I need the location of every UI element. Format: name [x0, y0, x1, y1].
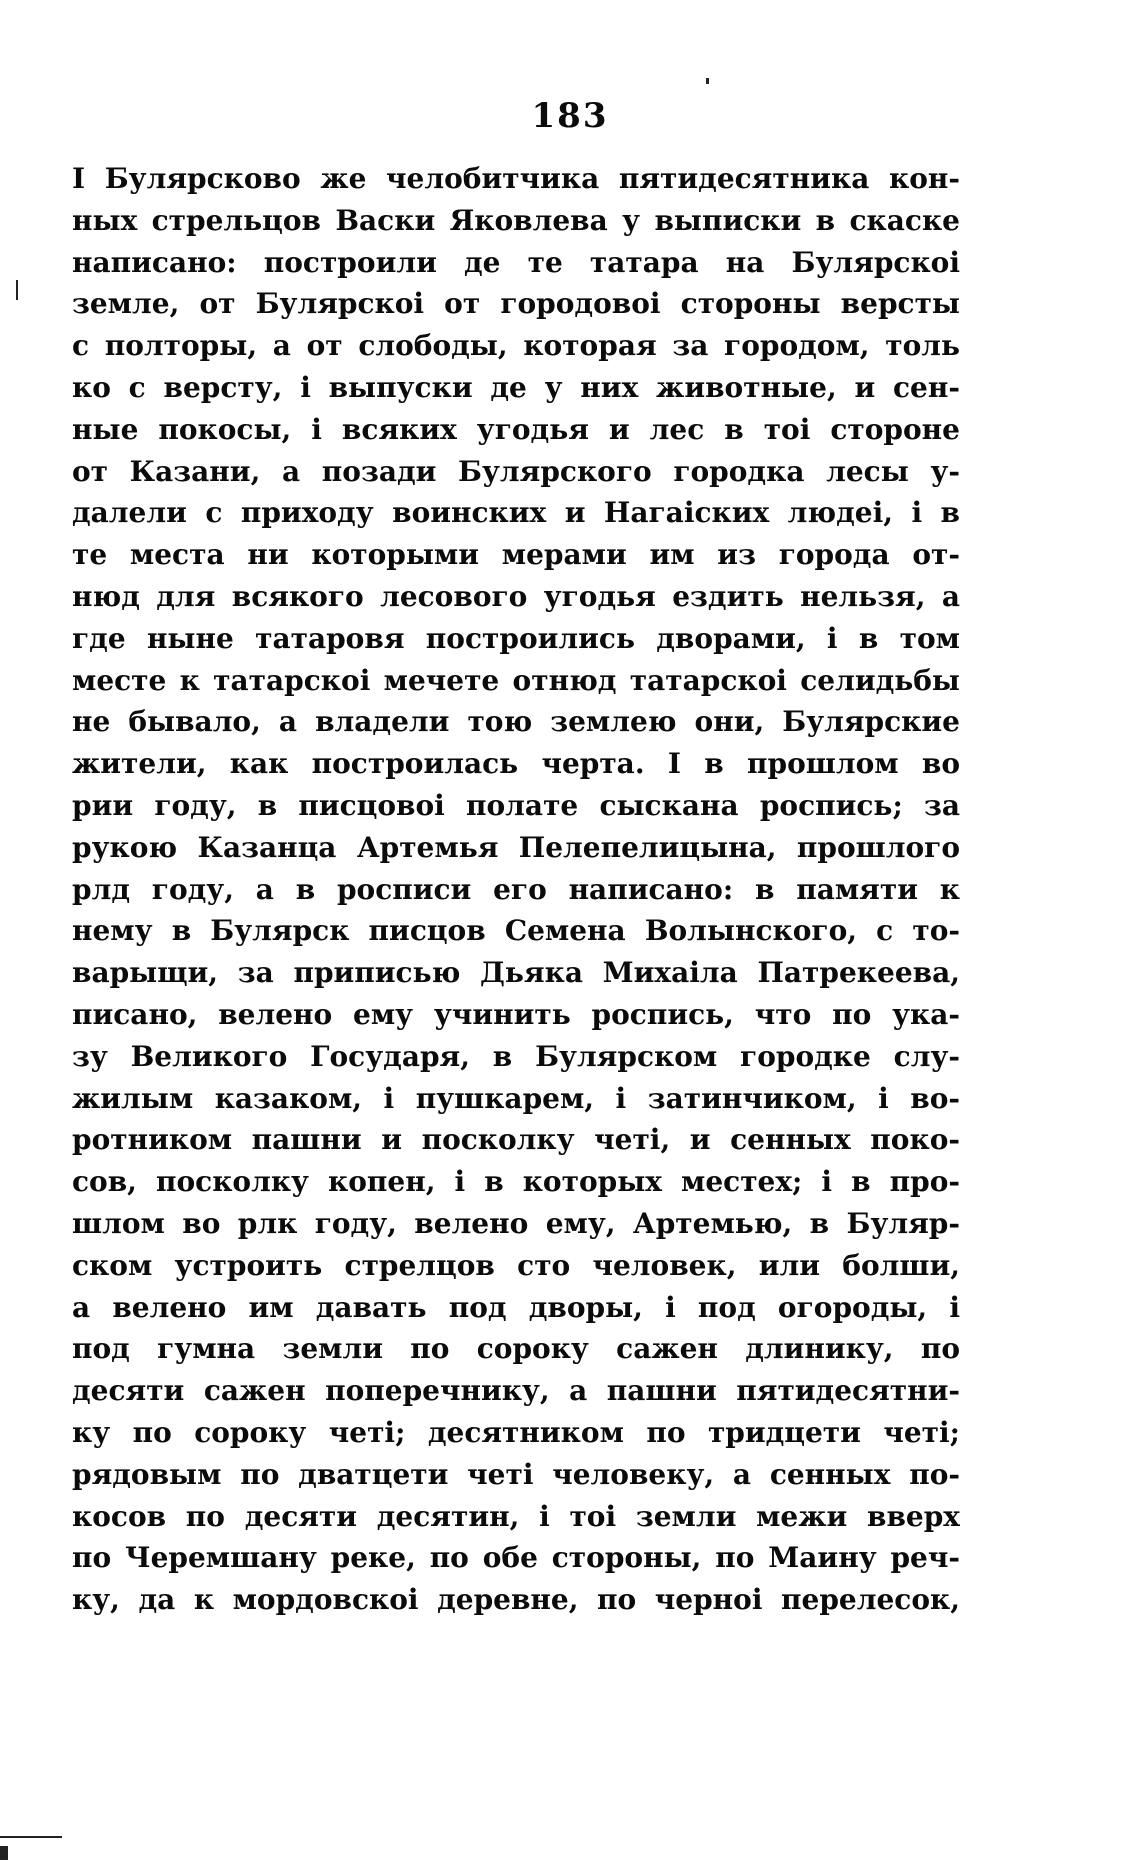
text-line: рядовым по дватцети четi человеку, а сенных по- [72, 1457, 960, 1491]
scan-corner-mark [0, 1846, 8, 1860]
text-line: с полторы, а от слободы, которая за городом, толь [72, 329, 960, 363]
text-line: писано, велено ему учинить роспись, что по ука- [72, 997, 960, 1031]
text-line: те места ни которыми мерами им из города от- [72, 538, 960, 572]
text-line: ко с версту, i выпуски де у них животные, и сен- [72, 370, 960, 404]
text-line: от Казани, а позади Булярского городка лесы у- [72, 454, 960, 488]
scan-margin-mark [16, 280, 18, 300]
text-line: ском устроить стрелцов сто человек, или болши, [72, 1248, 960, 1282]
text-line: месте к татарскоi мечете отнюд татарскоi селидьбы [72, 663, 960, 697]
page-number: 183 [531, 96, 609, 136]
text-line: под гумна земли по сороку сажен длинику, по [72, 1332, 960, 1366]
text-line: рии году, в писцовоi полате сыскана роспись; за [72, 788, 960, 822]
text-line: рлд году, а в росписи его написано: в памяти к [72, 872, 960, 906]
text-line: по Черемшану реке, по обе стороны, по Маину реч- [72, 1541, 960, 1575]
text-line: земле, от Булярскоi от городовоi стороны версты [72, 287, 960, 321]
text-line: ку, да к мордовскоi деревне, по черноi перелесок, [72, 1583, 960, 1617]
text-line: ные покосы, i всяких угодья и лес в тоi стороне [72, 412, 960, 446]
text-line: сов, посколку копен, i в которых местех; i в про- [72, 1165, 960, 1199]
text-line: жилым казаком, i пушкарем, i затинчиком, i во- [72, 1081, 960, 1115]
text-line: нюд для всякого лесового угодья ездить нельзя, а [72, 579, 960, 613]
text-line: шлом во рлк году, велено ему, Артемью, в Буляр- [72, 1206, 960, 1240]
text-line: ротником пашни и посколку четi, и сенных поко- [72, 1123, 960, 1157]
text-line: не бывало, а владели тою землею они, Булярские [72, 705, 960, 739]
text-line: ку по сороку четi; десятником по тридцети четi; [72, 1415, 960, 1449]
scan-corner-line [0, 1836, 62, 1838]
body-text [72, 158, 960, 1621]
text-line: а велено им давать под дворы, i под огороды, i [72, 1290, 960, 1324]
text-line: нему в Булярск писцов Семена Волынского, с то- [72, 914, 960, 948]
text-line: жители, как построилась черта. I в прошлом во [72, 747, 960, 781]
text-line: далели с приходу воинских и Нагаiских людеi, i в [72, 496, 960, 530]
text-line: написано: построили де те татара на Булярскоi [72, 245, 960, 279]
text-line: где ныне татаровя построились дворами, i в том [72, 621, 960, 655]
scan-speck [706, 78, 709, 84]
text-line: рукою Казанца Артемья Пелепелицына, прошлого [72, 830, 960, 864]
text-line: ных стрельцов Васки Яковлева у выписки в скаске [72, 203, 960, 237]
text-line: косов по десяти десятин, i тоi земли межи вверх [72, 1499, 960, 1533]
text-line: десяти сажен поперечнику, а пашни пятидесятни- [72, 1374, 960, 1408]
text-line: варыщи, за приписью Дьяка Михаiла Патрекеева, [72, 956, 960, 990]
text-line: I Булярсково же челобитчика пятидесятника кон- [72, 162, 960, 195]
text-line: зу Великого Государя, в Булярском городке слу- [72, 1039, 960, 1073]
